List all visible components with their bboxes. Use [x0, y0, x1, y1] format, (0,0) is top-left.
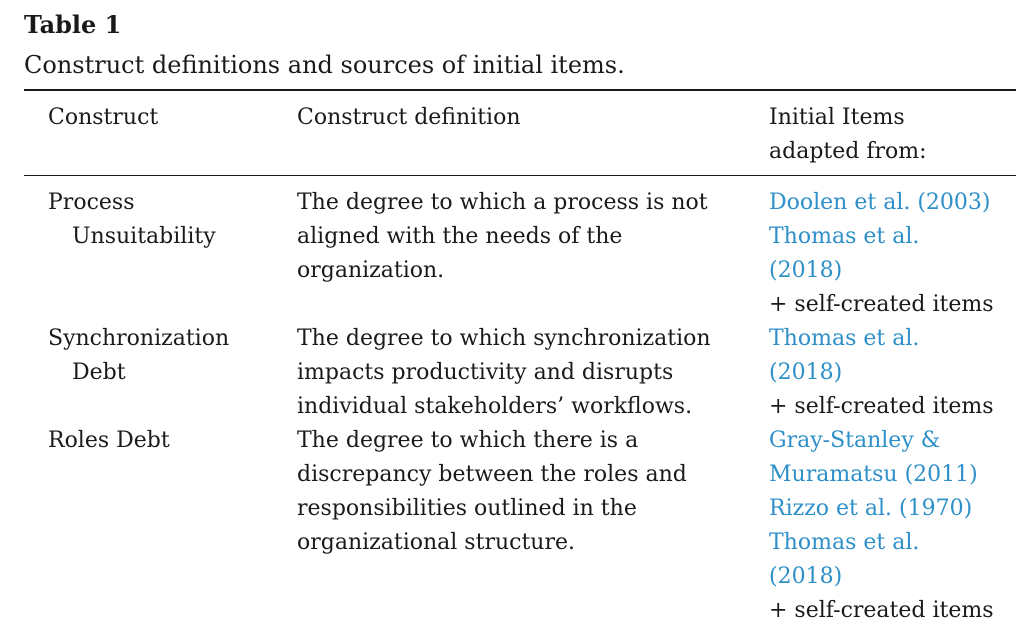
citation-link[interactable]: Thomas et al.	[769, 530, 920, 555]
table-row-3-construct	[48, 424, 288, 458]
self-created-note: + self-created items	[769, 292, 994, 317]
table-row-2-sources	[769, 322, 1019, 424]
table-row-1-construct	[48, 186, 288, 254]
citation-link[interactable]: Thomas et al.	[769, 326, 920, 351]
definition-line: impacts productivity and disrupts	[297, 360, 674, 385]
table-row-2-definition	[297, 322, 757, 424]
header-initial-items-line1: Initial Items	[769, 105, 905, 130]
citation-link[interactable]: Gray-Stanley &	[769, 428, 941, 453]
construct-name-line: Roles Debt	[48, 428, 170, 453]
definition-line: The degree to which synchronization	[297, 326, 711, 351]
definition-line: organizational structure.	[297, 530, 575, 555]
citation-link[interactable]: Doolen et al. (2003)	[769, 190, 991, 215]
citation-link[interactable]: (2018)	[769, 360, 843, 385]
table-label: Table 1	[24, 10, 122, 39]
construct-name-line: Debt	[72, 360, 126, 385]
table-row-3-sources	[769, 424, 1019, 628]
citation-link[interactable]: Rizzo et al. (1970)	[769, 496, 973, 521]
table-row-1-definition	[297, 186, 757, 288]
header-construct: Construct	[48, 105, 159, 130]
citation-link[interactable]: Thomas et al.	[769, 224, 920, 249]
table-row-1-sources	[769, 186, 1019, 322]
definition-line: The degree to which there is a	[297, 428, 639, 453]
self-created-note: + self-created items	[769, 598, 994, 623]
definition-line: organization.	[297, 258, 445, 283]
construct-name-line: Synchronization	[48, 326, 230, 351]
definition-line: responsibilities outlined in the	[297, 496, 637, 521]
citation-link[interactable]: (2018)	[769, 564, 843, 589]
table-row-2-construct	[48, 322, 288, 390]
definition-line: individual stakeholders’ workflows.	[297, 394, 693, 419]
header-initial-items-line2: adapted from:	[769, 139, 927, 164]
table-caption: Construct definitions and sources of initial items.	[24, 51, 625, 79]
definition-line: aligned with the needs of the	[297, 224, 623, 249]
citation-link[interactable]: (2018)	[769, 258, 843, 283]
construct-name-line: Process	[48, 190, 135, 215]
table-row-3-definition	[297, 424, 757, 560]
header-definition: Construct definition	[297, 105, 521, 130]
definition-line: discrepancy between the roles and	[297, 462, 687, 487]
construct-name-line: Unsuitability	[72, 224, 216, 249]
table-header-rule	[24, 175, 1016, 176]
header-initial-items	[769, 101, 1019, 169]
table-top-rule	[24, 89, 1016, 91]
self-created-note: + self-created items	[769, 394, 994, 419]
citation-link[interactable]: Muramatsu (2011)	[769, 462, 978, 487]
definition-line: The degree to which a process is not	[297, 190, 708, 215]
